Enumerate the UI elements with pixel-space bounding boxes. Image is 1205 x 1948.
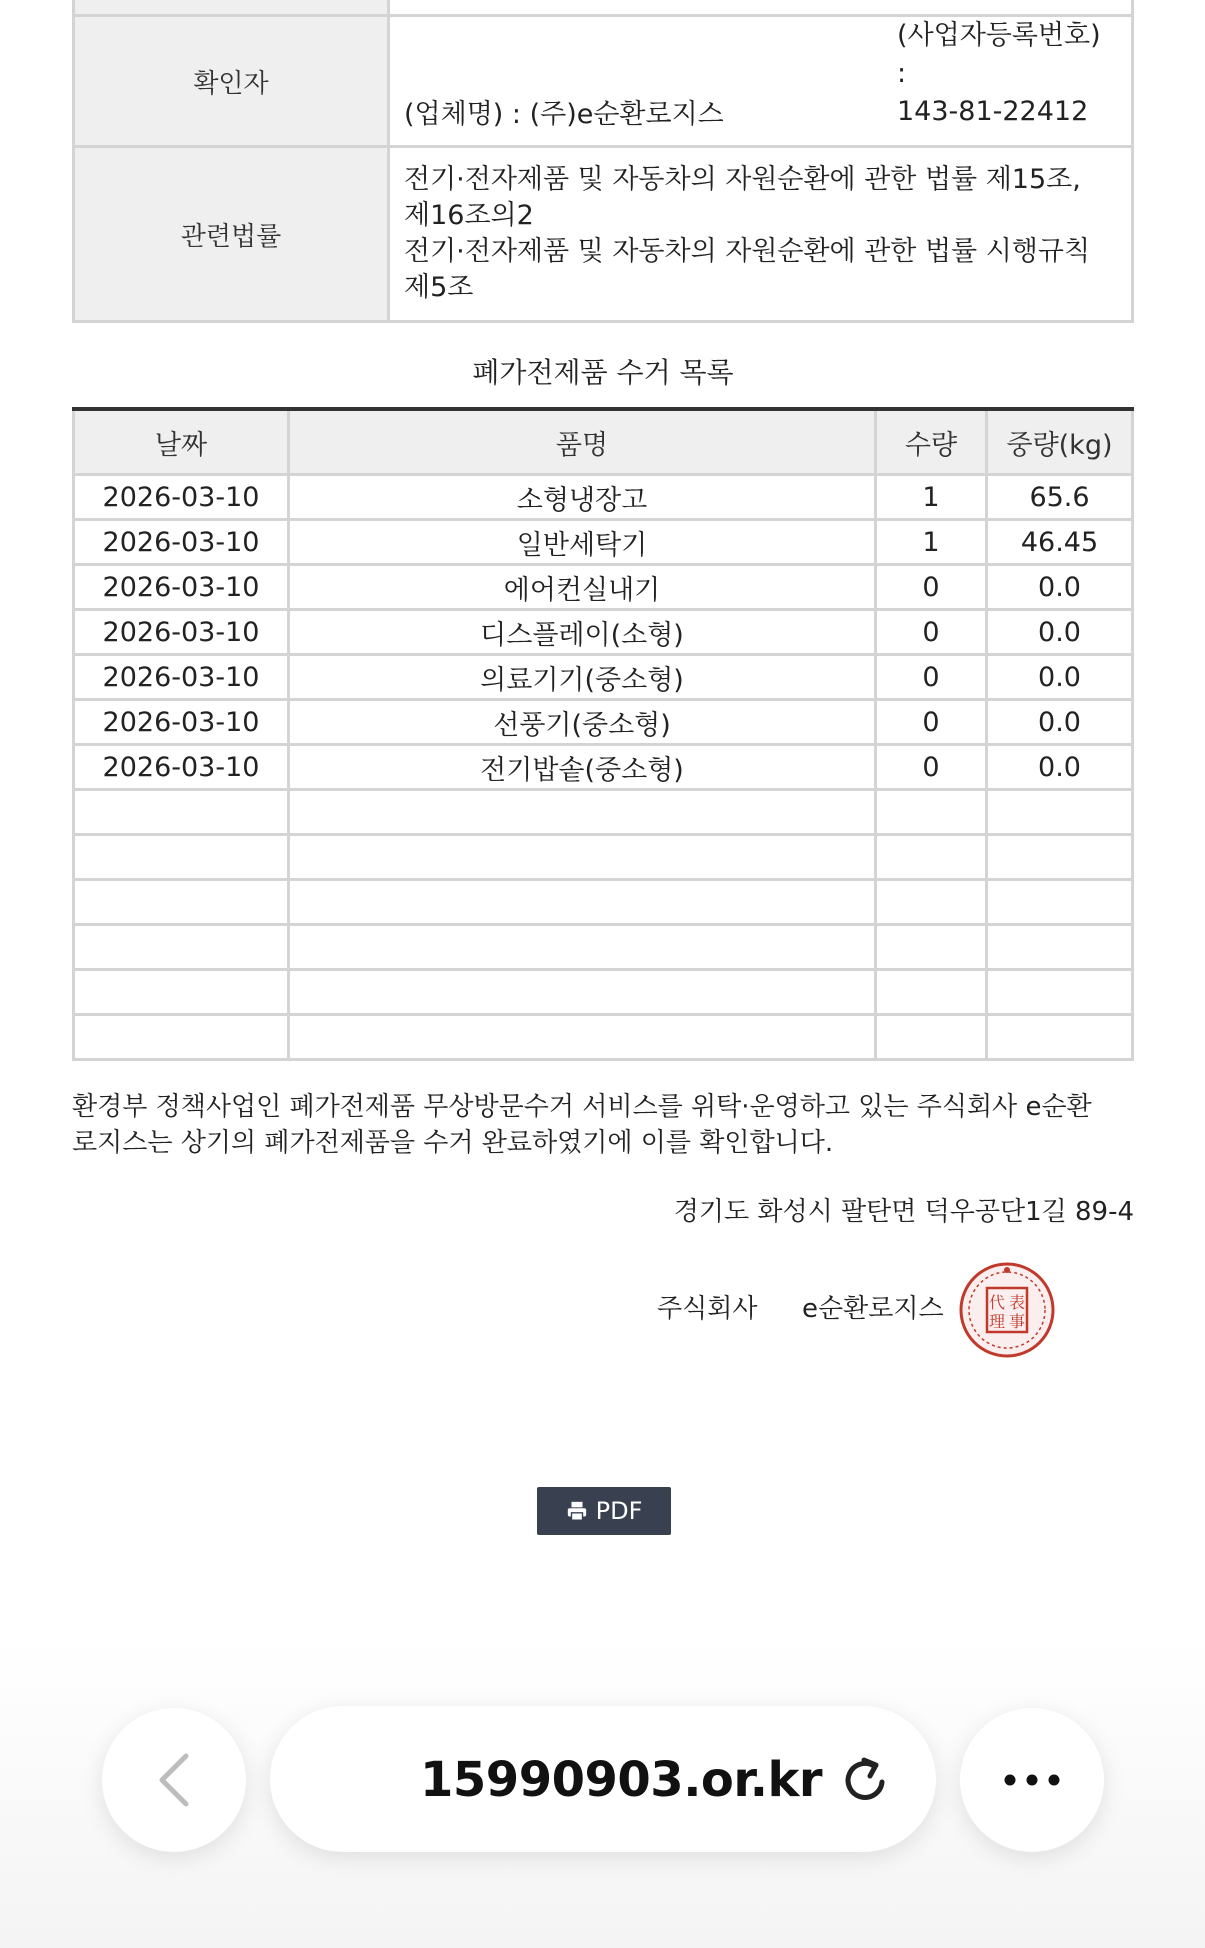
registration-label: (사업자등록번호) : [897, 20, 1101, 89]
svg-text:理: 理 [988, 1312, 1006, 1331]
header-weight: 중량(kg) [987, 409, 1133, 475]
cell-qty: 1 [876, 520, 987, 565]
cell-item: 전기밥솥(중소형) [289, 745, 876, 790]
business-registration [897, 17, 1117, 131]
table-row [74, 520, 1133, 565]
cell-date: 2026-03-10 [74, 700, 289, 745]
company-name: (업체명) : (주)e순환로지스 [404, 99, 724, 130]
company-seal-icon [957, 1260, 1057, 1360]
cell-qty: 0 [876, 745, 987, 790]
cell-item: 의료기기(중소형) [289, 655, 876, 700]
table-row [74, 475, 1133, 520]
cell-item: 일반세탁기 [289, 520, 876, 565]
cell-item: 에어컨실내기 [289, 565, 876, 610]
chevron-left-icon [154, 1750, 194, 1810]
header-quantity: 수량 [876, 409, 987, 475]
cell-date: 2026-03-10 [74, 745, 289, 790]
cell-date: 2026-03-10 [74, 565, 289, 610]
law-line: 제16조의2 [404, 200, 534, 231]
cell-weight: 0.0 [987, 700, 1133, 745]
cell-item: 디스플레이(소형) [289, 610, 876, 655]
cell-qty: 0 [876, 700, 987, 745]
cell-date: 2026-03-10 [74, 610, 289, 655]
url-text: 15990903.or.kr [420, 1752, 823, 1808]
notice-line: 로지스는 상기의 폐가전제품을 수거 완료하였기에 이를 확인합니다. [72, 1128, 834, 1158]
cell-date: 2026-03-10 [74, 475, 289, 520]
signature-block [72, 1268, 1134, 1378]
table-row [74, 610, 1133, 655]
address-bar[interactable] [270, 1706, 936, 1852]
confirmation-notice [72, 1089, 1134, 1161]
cell-weight: 0.0 [987, 745, 1133, 790]
cell-qty: 1 [876, 475, 987, 520]
table-row [74, 700, 1133, 745]
cell-qty: 0 [876, 565, 987, 610]
law-text [389, 147, 1133, 322]
law-line: 제5조 [404, 272, 474, 303]
table-row-empty [74, 790, 1133, 835]
info-table [72, 0, 1134, 323]
list-title: 폐가전제품 수거 목록 [472, 356, 734, 389]
table-row-empty [74, 1015, 1133, 1060]
pdf-button-label: PDF [595, 1497, 643, 1525]
svg-text:事: 事 [1008, 1312, 1026, 1331]
collection-list-table [72, 407, 1134, 1061]
law-line: 전기·전자제품 및 자동차의 자원순환에 관한 법률 시행규칙 [404, 236, 1091, 267]
signature-prefix: 주식회사 [657, 1294, 758, 1324]
cell-weight: 0.0 [987, 655, 1133, 700]
table-header-row [74, 409, 1133, 475]
law-label: 관련법률 [74, 147, 389, 322]
browser-more-button[interactable] [960, 1708, 1104, 1852]
table-row [74, 565, 1133, 610]
table-row-empty [74, 880, 1133, 925]
table-row-empty [74, 925, 1133, 970]
svg-text:表: 表 [1008, 1293, 1026, 1312]
certificate-document [72, 0, 1134, 1378]
registration-number: 143-81-22412 [897, 96, 1089, 127]
cell-weight: 65.6 [987, 475, 1133, 520]
notice-line: 환경부 정책사업인 폐가전제품 무상방문수거 서비스를 위탁·운영하고 있는 주식회사 e순환 [72, 1092, 1092, 1122]
cell-qty: 0 [876, 655, 987, 700]
cell-date: 2026-03-10 [74, 655, 289, 700]
cell-item: 소형냉장고 [289, 475, 876, 520]
printer-icon [566, 1500, 588, 1522]
cell-weight: 46.45 [987, 520, 1133, 565]
header-item-name: 품명 [289, 409, 876, 475]
browser-back-button[interactable] [102, 1708, 246, 1852]
law-line: 전기·전자제품 및 자동차의 자원순환에 관한 법률 제15조, [404, 164, 1081, 195]
table-row-empty [74, 970, 1133, 1015]
info-row-top [74, 0, 1133, 16]
table-row-empty [74, 835, 1133, 880]
more-dots-icon [1002, 1773, 1062, 1787]
header-date: 날짜 [74, 409, 289, 475]
table-row [74, 745, 1133, 790]
reload-icon[interactable] [838, 1752, 894, 1808]
table-row [74, 655, 1133, 700]
confirmer-label: 확인자 [74, 16, 389, 147]
cell-weight: 0.0 [987, 610, 1133, 655]
cell-item: 선풍기(중소형) [289, 700, 876, 745]
company-address: 경기도 화성시 팔탄면 덕우공단1길 89-4 [673, 1197, 1134, 1227]
info-row-confirmer [74, 16, 1133, 147]
cell-weight: 0.0 [987, 565, 1133, 610]
svg-text:代: 代 [988, 1293, 1006, 1312]
info-row-law [74, 147, 1133, 322]
cell-qty: 0 [876, 610, 987, 655]
signature-company: e순환로지스 [802, 1294, 944, 1324]
pdf-download-button[interactable] [537, 1487, 671, 1535]
cell-date: 2026-03-10 [74, 520, 289, 565]
